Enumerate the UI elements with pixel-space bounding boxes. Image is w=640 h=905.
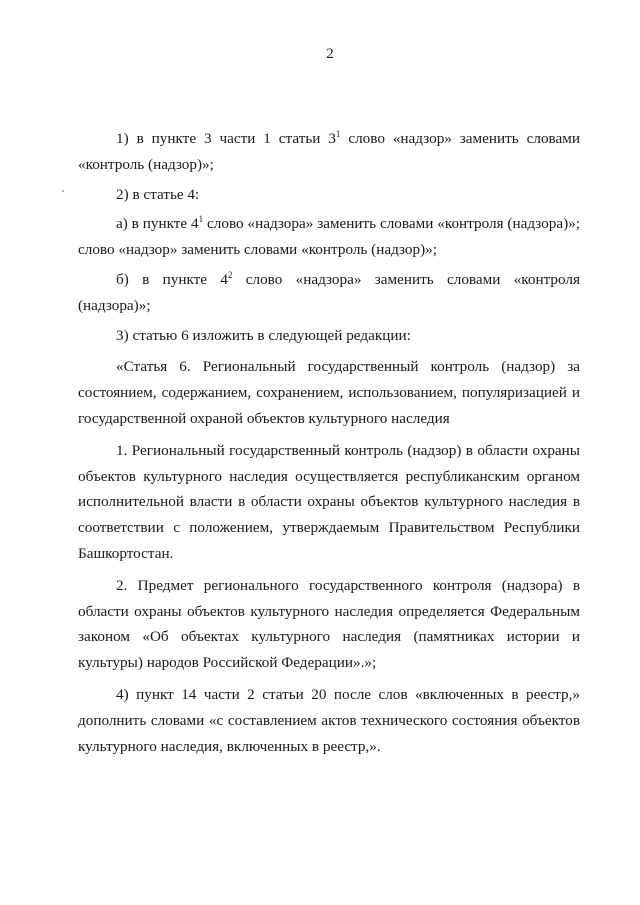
paragraph-item-4 xyxy=(78,682,580,759)
paragraph-text: 1. Региональный государственный контроль (надзор) в области охраны объектов культурного наследия осуществляется республиканским органом исполнительной власти в области охраны объектов культурного наследия в соответствии с положением, утверждаемым Правительством Республики Башкортостан. xyxy=(78,441,580,562)
paragraph-text: слово «надзора» заменить словами «контроля (надзора)»; слово «надзор» заменить словами «контроль (надзор)»; xyxy=(78,215,580,259)
superscript: 1 xyxy=(335,129,341,139)
paragraph-text: слово «надзора» заменить словами «контроля (надзора)»; xyxy=(78,270,580,314)
page-number: 2 xyxy=(326,46,334,62)
paragraph-item-3 xyxy=(78,323,580,349)
superscript: 2 xyxy=(227,269,233,280)
paragraph-text: а) в пункте 4 xyxy=(116,215,199,233)
paragraph-text: 3) статью 6 изложить в следующей редакции: xyxy=(116,326,411,344)
scan-speck xyxy=(62,190,64,192)
paragraph-item-2 xyxy=(78,182,580,208)
article-6-part-1 xyxy=(78,438,580,567)
paragraph-text: 1) в пункте 3 части 1 статьи 3 xyxy=(116,130,336,147)
article-6-heading xyxy=(78,354,580,431)
document-body xyxy=(78,126,580,759)
paragraph-text: слово «надзор» заменить словами «контроль (надзор)»; xyxy=(78,130,581,173)
paragraph-text: 2. Предмет регионального государственного контроля (надзора) в области охраны объектов культурного наследия определяется Федеральным законом «Об объектах культурного наследия (памятниках истории и культуры) народов Российской Федерации».»; xyxy=(78,576,580,672)
paragraph-item-1 xyxy=(78,126,580,178)
paragraph-text: б) в пункте 4 xyxy=(116,270,228,288)
paragraph-subitem-b xyxy=(78,267,580,319)
paragraph-text: «Статья 6. Региональный государственный контроль (надзор) за состоянием, содержанием, сохранением, использованием, популяризацией и государственной охраной объектов культурного наследия xyxy=(78,358,580,427)
paragraph-text: 4) пункт 14 части 2 статьи 20 после слов «включенных в реестр,» дополнить словами «с составлением актов технического состояния объектов культурного наследия, включенных в реестр,». xyxy=(78,685,580,755)
superscript: 1 xyxy=(198,214,204,225)
paragraph-text: 2) в статье 4: xyxy=(116,185,200,203)
paragraph-subitem-a xyxy=(78,211,580,263)
article-6-part-2 xyxy=(78,573,580,676)
